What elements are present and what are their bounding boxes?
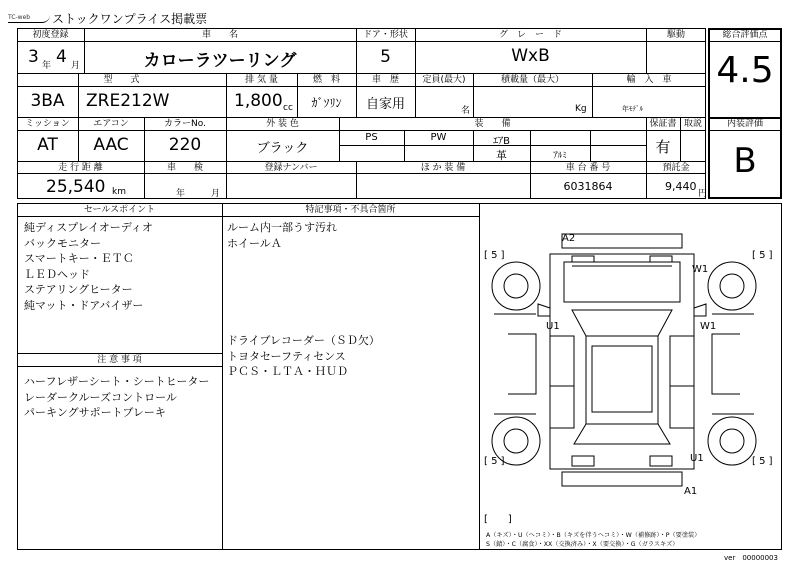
tire-front-left-shape [492,262,540,310]
label-first-reg: 初度登録 [32,30,69,40]
label-sales-points: セールスポイント [83,205,156,215]
list-item: バックモニター [24,236,101,250]
model-prefix: 3BA [30,91,65,111]
damage-mark-u1-rear: U1 [690,453,704,464]
reg-year-unit: 年 [42,61,52,71]
displacement-value: 1,800 [234,91,283,111]
history-value: 自家用 [365,97,405,112]
chassis-no-value: 6031864 [563,180,613,193]
roof-shape [586,336,658,424]
label-capacity: 定員(最大) [422,75,466,85]
label-load: 積載量（最大） [500,75,564,85]
rear-bumper-shape [562,472,682,486]
equip-alumi: ｱﾙﾐ [553,151,567,161]
label-special-notes: 特記事項・不具合箇所 [305,205,396,215]
label-color-no: カラーNo. [164,119,206,129]
grade-value: WxB [511,46,550,66]
reg-year: 3 [28,47,39,67]
label-fuel: 燃 料 [312,75,340,85]
special-notes-top [227,220,337,251]
equip-ps: PS [365,132,378,143]
version-label: ver 00000003 [724,554,778,562]
displacement-unit: cc [283,103,293,113]
list-item: ステアリングヒーター [24,283,133,296]
label-reg-number: 登録ナンバー [264,163,318,173]
tire-front-right-shape [708,262,756,310]
recycle-value: 9,440 [665,180,697,193]
page-title: ストックワンプライス掲載票 [52,12,208,26]
list-item: トヨタセーフティセンス [227,349,346,363]
label-chassis-no: 車 台 番 号 [565,163,611,173]
label-aircon: エアコン [93,119,129,129]
recycle-unit: 円 [698,189,708,199]
damage-mark-w1-front: W1 [692,264,709,275]
doors-value: 5 [380,47,391,67]
label-warranty: 保証書 [649,119,677,129]
label-model: 型 式 [103,75,140,85]
damage-mark-w1-right: W1 [700,321,717,332]
car-damage-diagram [480,204,780,532]
total-score: 4.5 [716,50,774,91]
damage-legend-line1: A（キズ）・U（ヘコミ）・B（キズを伴うヘコミ）・W（補修跡）・P（要塗装） [486,532,701,539]
front-bumper-shape [562,234,682,248]
damage-mark-a1: A1 [684,486,698,497]
list-item: ＬＥＤヘッド [24,267,90,281]
label-interior-score: 内装評価 [726,119,763,129]
list-item: ドライブレコーダー（ＳＤ欠） [227,334,380,347]
warranty-value: 有 [655,138,671,156]
mileage-value: 25,540 [46,177,106,197]
tire-tread-front-right: [ 5 ] [752,250,773,261]
label-drive: 駆動 [666,30,685,40]
reg-month-unit: 月 [71,61,81,71]
reg-month: 4 [56,47,67,67]
label-manual: 取説 [683,119,702,129]
load-unit: Kg [575,104,587,114]
body-outline-shape [550,254,694,469]
equip-leather: 革 [496,149,507,162]
equip-airbag: ｴｱB [493,136,510,147]
tire-rear-right-shape [708,417,756,465]
spare-tire-tread: [ ] [484,514,512,525]
label-grade: グ レ ー ド [498,30,562,40]
label-cautions: 注 意 事 項 [97,355,142,365]
import-unit: 年ﾓﾃﾞﾙ [622,105,643,113]
list-item: 純ディスプレイオーディオ [24,221,153,234]
label-import: 輸 入 車 [626,75,672,85]
model-code: ZRE212W [86,91,170,111]
list-item: ホイールＡ [227,236,282,250]
list-item: ハーフレザーシート・シートヒーター [24,375,210,388]
interior-score: B [733,141,757,181]
list-item: 純マット・ドアバイザー [24,298,144,312]
mileage-unit: km [112,187,126,197]
capacity-unit: 名 [461,106,471,116]
list-item: ＰＣＳ・ＬＴＡ・ＨＵＤ [227,365,348,378]
cautions-list [24,374,209,421]
damage-mark-a2: A2 [562,233,576,244]
label-doors: ドア・形状 [363,30,408,40]
exterior-color: ブラック [256,141,309,156]
label-exterior: 外 装 色 [266,119,299,129]
list-item: ルーム内一部うす汚れ [227,221,337,234]
fuel-value: ｶﾞｿﾘﾝ [311,96,342,110]
car-name: カローラツーリング [143,51,297,71]
label-equipment: 装 備 [474,119,511,129]
mission-value: AT [37,135,58,155]
damage-mark-u1-left: U1 [546,321,560,332]
label-total-score: 総合評価点 [722,30,768,40]
inspection-month: 月 [211,189,221,199]
label-recycle: 預託金 [662,163,690,173]
tire-tread-front-left: [ 5 ] [484,250,505,261]
color-no-value: 220 [168,135,202,155]
list-item: スマートキー・ＥＴＣ [24,252,134,265]
label-other-equipment: ほ か 装 備 [420,163,466,173]
list-item: レーダークルーズコントロール [24,390,177,404]
inspection-year: 年 [176,189,186,199]
label-inspection: 車 検 [166,163,203,173]
windshield-shape [572,310,672,336]
label-car-name: 車 名 [201,30,238,40]
aircon-value: AAC [93,135,129,155]
damage-legend-line2: S（錆）・C（腐食）・XX（交換済み）・X（要交換）・G（ガラスキズ） [486,541,679,548]
equip-pw: PW [430,132,447,143]
brand-logo: TC-web [8,13,50,23]
list-item: パーキングサポートブレーキ [24,406,166,419]
label-mission: ミッション [25,119,70,129]
label-mileage: 走 行 距 離 [58,163,103,173]
sales-points-list [24,220,153,313]
label-history: 車 歴 [371,75,399,85]
tire-tread-rear-right: [ 5 ] [752,456,773,467]
special-notes-bottom [227,333,380,380]
label-displacement: 排 気 量 [245,75,278,85]
tire-tread-rear-left: [ 5 ] [484,456,505,467]
